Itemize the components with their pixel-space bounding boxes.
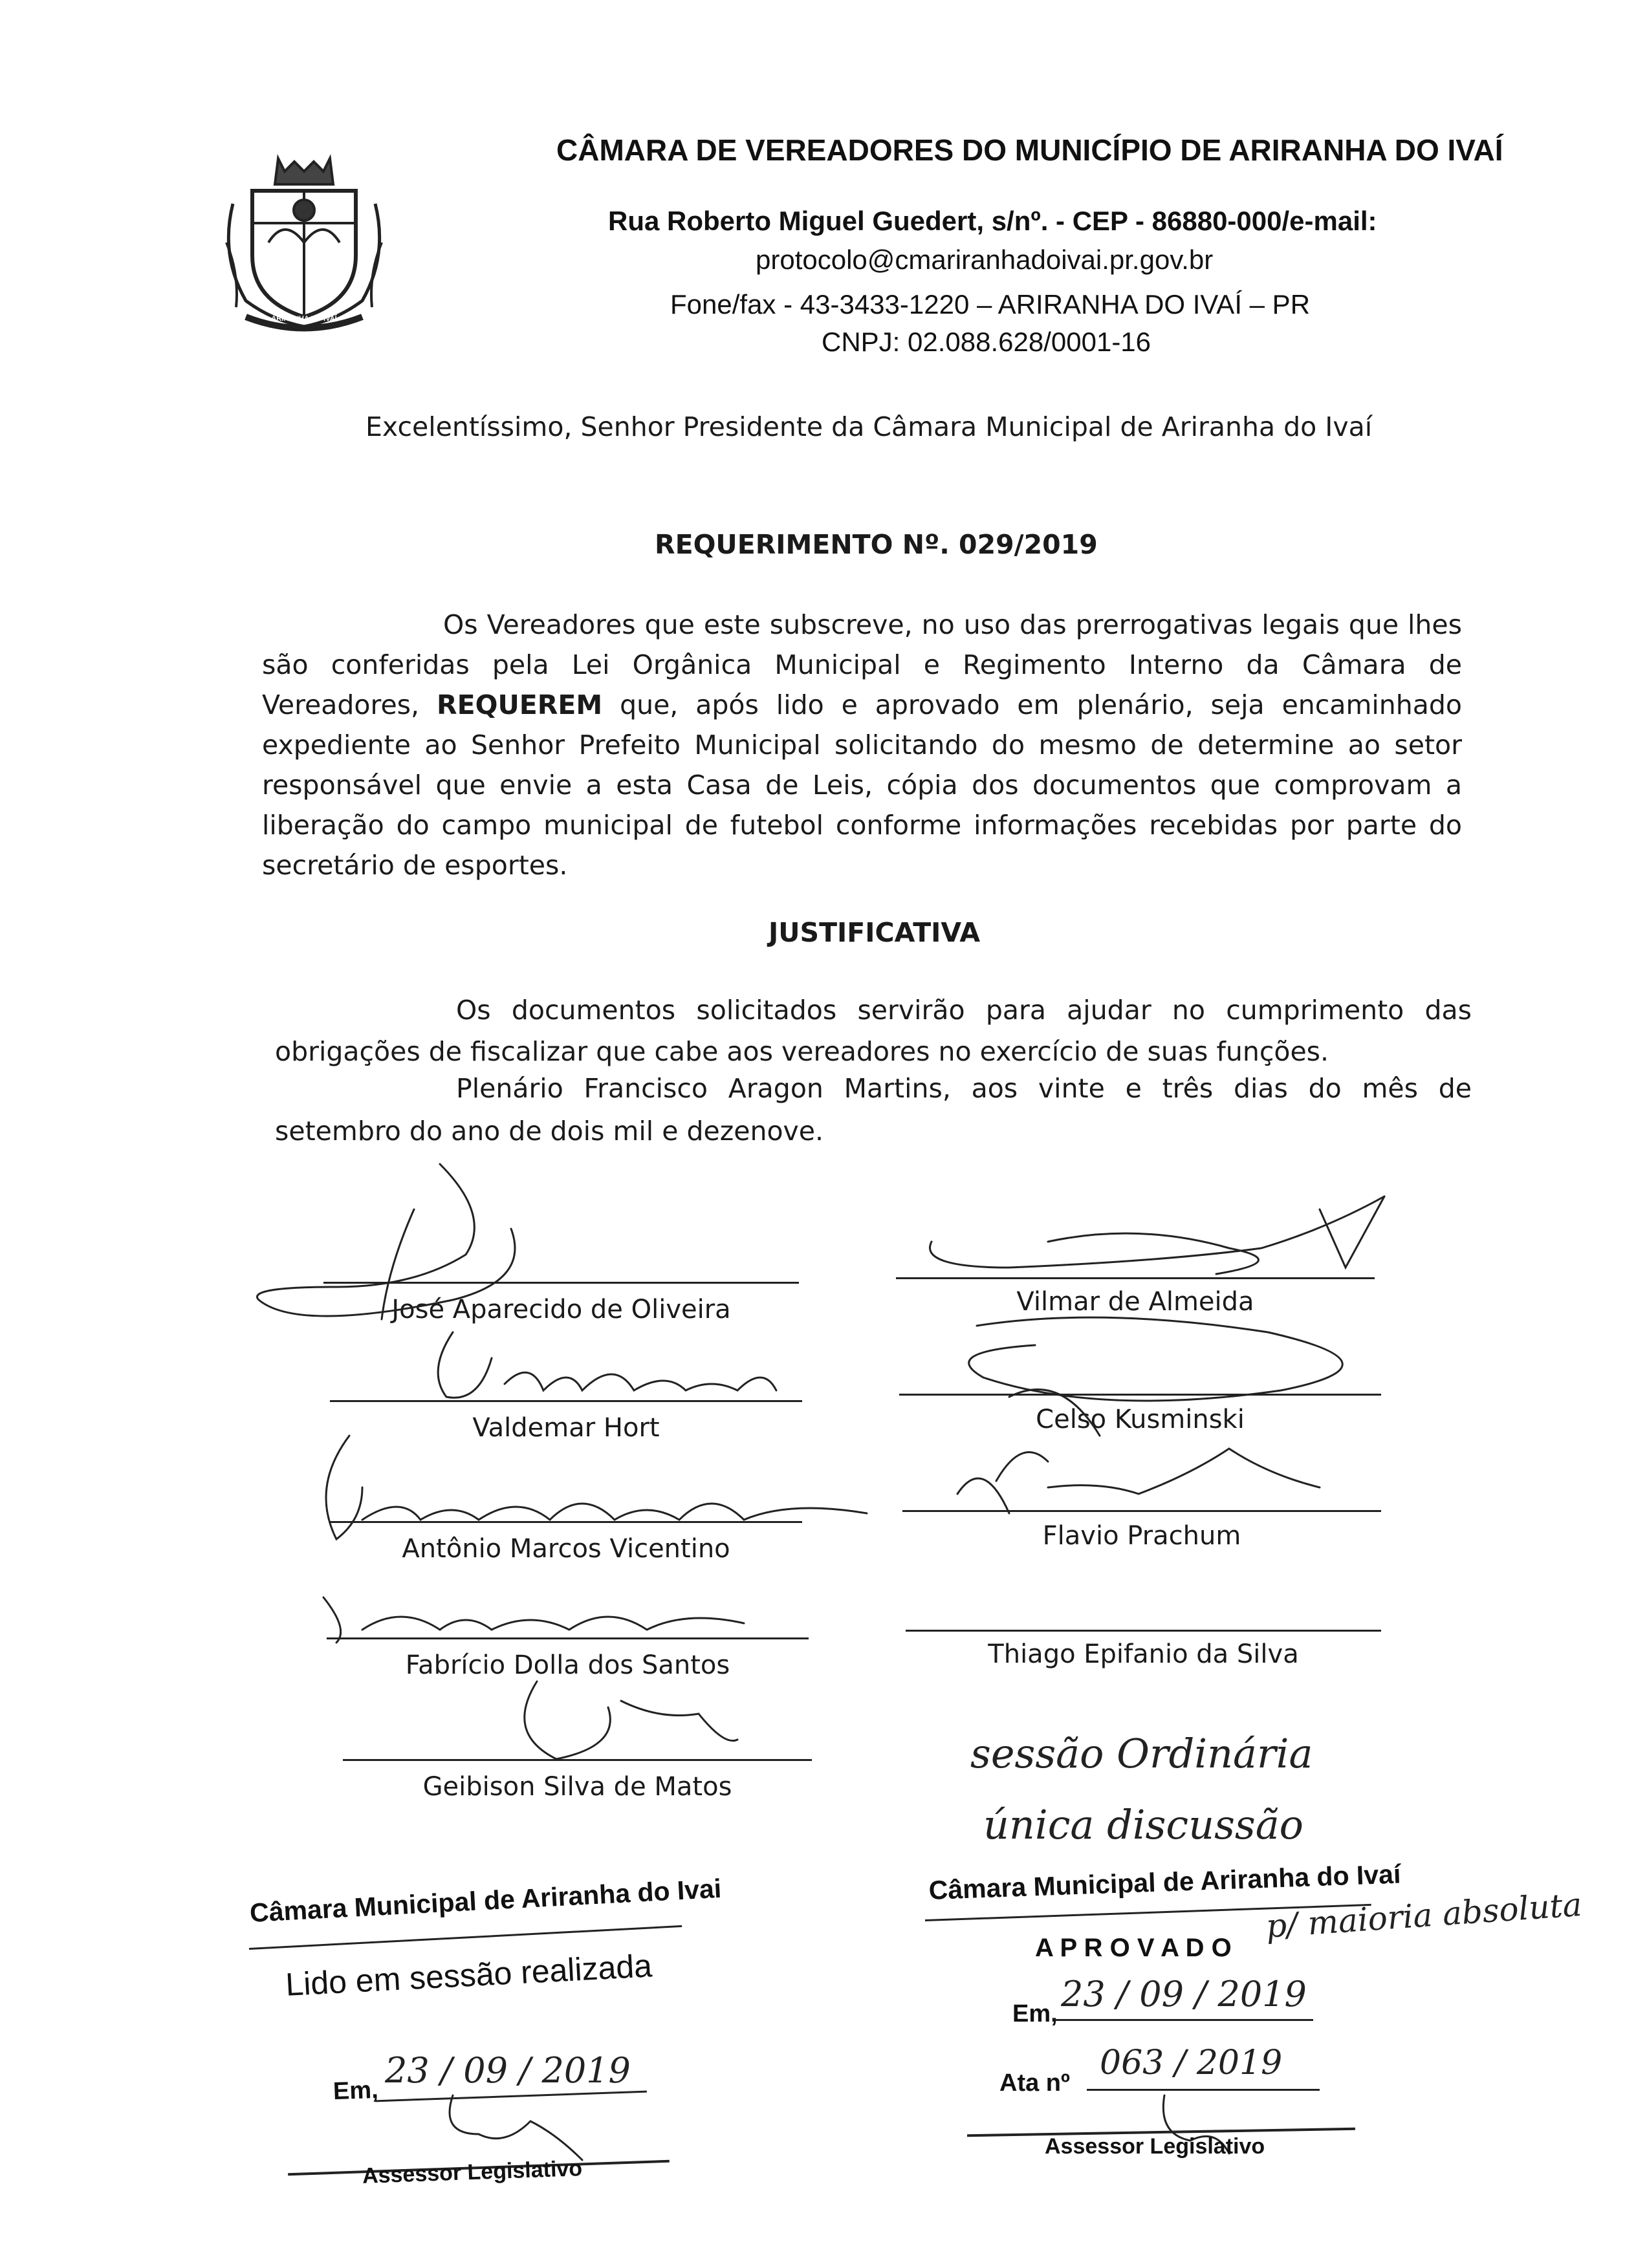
handwritten-session-note-2: única discussão	[983, 1801, 1304, 1848]
signature-line	[896, 1277, 1375, 1279]
signature-line	[343, 1759, 812, 1761]
signature-line	[327, 1637, 809, 1639]
stamp-right-date: 23 / 09 / 2019	[1061, 1974, 1307, 2014]
stamp-right-status: A P R O V A D O	[1035, 1934, 1232, 1962]
salutation: Excelentíssimo, Senhor Presidente da Câmara Municipal de Ariranha do Ivaí	[365, 411, 1373, 442]
request-title: REQUERIMENTO Nº. 029/2019	[655, 529, 1098, 560]
institution-email: protocolo@cmariranhadoivai.pr.gov.br	[756, 244, 1214, 275]
stamp-right-ata-label: Ata nº	[999, 2069, 1070, 2097]
signatory-name: José Aparecido de Oliveira	[391, 1295, 731, 1324]
stamp-right-title: Câmara Municipal de Ariranha do Ivaí	[928, 1859, 1402, 1905]
signatory-name: Celso Kusminski	[1036, 1405, 1245, 1434]
stamp-right-handwritten-status: p/ maioria absoluta	[1265, 1885, 1584, 1945]
signature-line	[323, 1282, 799, 1284]
signatory-name: Vilmar de Almeida	[1016, 1287, 1254, 1317]
municipal-seal	[207, 146, 401, 340]
signature-line	[899, 1394, 1381, 1396]
signatory-name: Fabrício Dolla dos Santos	[405, 1650, 730, 1680]
signatory-name: Thiago Epifanio da Silva	[988, 1639, 1299, 1669]
justification-title: JUSTIFICATIVA	[769, 917, 981, 948]
stamp-right-ata-number: 063 / 2019	[1100, 2044, 1283, 2082]
closing-text: Plenário Francisco Aragon Martins, aos vinte e três dias do mês de setembro do ano de dois mil e dezenove.	[275, 1073, 1472, 1147]
request-body-part1: Os Vereadores que este subscreve, no uso das prerrogativas legais que lhes são conferidas pela Lei Orgânica Municipal e Regimento Interno da Câmara de Vereadores,	[262, 609, 1462, 720]
stamp-left-underline	[249, 1925, 682, 1950]
signatory-name: Valdemar Hort	[472, 1413, 660, 1443]
request-body-bold: REQUEREM	[437, 689, 603, 720]
justification-body: Os documentos solicitados servirão para ajudar no cumprimento das obrigações de fiscalizar que cabe aos vereadores no exercício de suas funções.	[275, 995, 1472, 1067]
signatory-name: Geibison Silva de Matos	[422, 1772, 732, 1802]
request-body	[262, 605, 1462, 885]
request-body-part2: que, após lido e aprovado em plenário, seja encaminhado expediente ao Senhor Prefeito Municipal solicitando do mesmo de determine ao setor responsável que envie a esta Casa de Leis, cópia dos documentos que comprovam a liberação do campo municipal de futebol conforme informações recebidas por parte do secretário de esportes.	[262, 689, 1462, 881]
institution-phone: Fone/fax - 43-3433-1220 – ARIRANHA DO IVAÍ – PR	[670, 289, 1311, 319]
signature-line	[902, 1510, 1381, 1512]
stamp-left-date: 23 / 09 / 2019	[385, 2050, 631, 2091]
signatory-name: Antônio Marcos Vicentino	[402, 1534, 730, 1564]
handwritten-session-note-1: sessão Ordinária	[970, 1730, 1313, 1777]
stamp-left-title: Câmara Municipal de Ariranha do Ivai	[249, 1873, 723, 1928]
signature-line	[906, 1630, 1381, 1632]
stamp-right-role: Assessor Legislativo	[1045, 2134, 1265, 2159]
stamp-right-ata-line	[1087, 2089, 1320, 2091]
institution-title: CÂMARA DE VEREADORES DO MUNICÍPIO DE ARIRANHA DO IVAÍ	[556, 133, 1503, 167]
seal-banner-text: ARIRANHA DO IVAÍ	[271, 315, 337, 323]
stamp-right-date-label: Em,	[1012, 2000, 1058, 2027]
signatory-name: Flavio Prachum	[1042, 1521, 1241, 1551]
institution-address: Rua Roberto Miguel Guedert, s/nº. - CEP - 86880-000/e-mail:	[608, 206, 1377, 236]
coat-of-arms-icon	[207, 146, 401, 340]
stamp-left-read-text: Lido em sessão realizada	[285, 1947, 653, 2003]
signature-line	[330, 1400, 802, 1402]
stamp-right-date-line	[1054, 2019, 1313, 2021]
stamp-left-date-label: Em,	[333, 2076, 379, 2106]
stamp-left-role: Assessor Legislativo	[362, 2156, 583, 2188]
institution-cnpj: CNPJ: 02.088.628/0001-16	[822, 327, 1151, 357]
signature-line	[330, 1521, 802, 1523]
stamp-left-date-line	[375, 2091, 647, 2102]
